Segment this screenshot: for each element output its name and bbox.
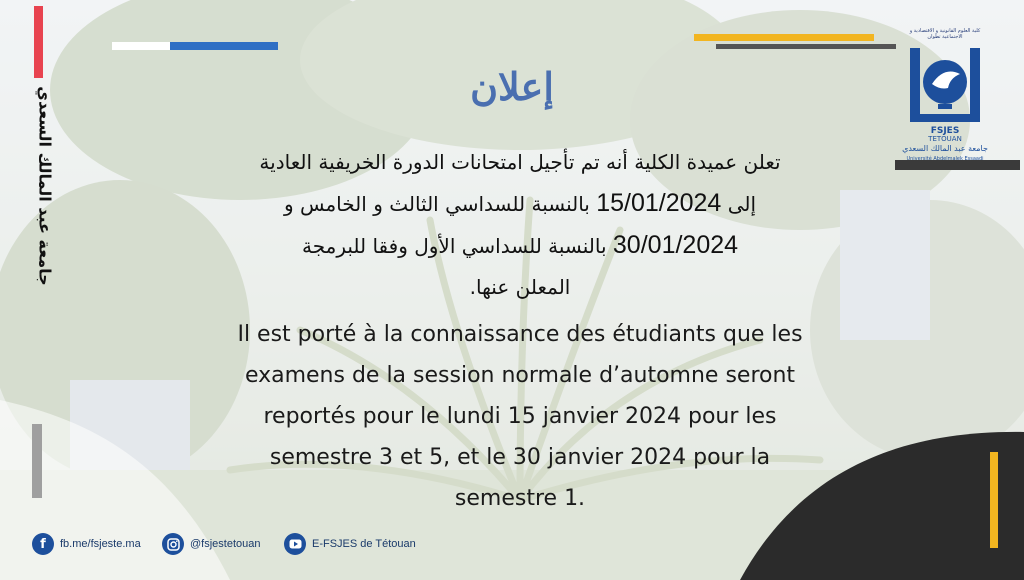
arabic-announcement — [150, 142, 890, 308]
arabic-line-3-post: بالنسبة للسداسي الأول وفقا للبرمجة — [301, 234, 613, 258]
arabic-line-3-date: 30/01/2024 — [612, 231, 739, 259]
university-vertical-text: جامعة عبد المالك السعدي — [35, 86, 55, 286]
facebook-link[interactable] — [32, 531, 141, 557]
instagram-label: @fsjestetouan — [190, 538, 261, 550]
arabic-line-4-text: المعلن عنها. — [469, 275, 571, 299]
youtube-label: E-FSJES de Tétouan — [312, 538, 416, 550]
french-line-1: Il est porté à la connaissance des étudiants que les — [237, 322, 803, 347]
arabic-line-2-date: 15/01/2024 — [596, 189, 722, 217]
french-line-2: examens de la session normale d’automne seront — [244, 363, 796, 388]
logo-university-arabic: جامعة عبد المالك السعدي — [902, 144, 988, 153]
youtube-link[interactable] — [284, 531, 416, 557]
french-announcement — [150, 314, 890, 519]
arabic-line-2 — [150, 183, 890, 225]
arabic-line-2-pre: إلى — [721, 192, 757, 216]
arabic-line-2-post: بالنسبة للسداسي الثالث و الخامس و — [283, 192, 597, 216]
instagram-link[interactable] — [162, 531, 261, 557]
logo-university-latin: Université Abdelmalek Essaadi — [906, 156, 984, 162]
facebook-icon: f — [32, 533, 54, 555]
logo-acronym: FSJES — [930, 126, 960, 136]
arabic-line-1-text: تعلن عميدة الكلية أنه تم تأجيل امتحانات الدورة الخريفية العادية — [259, 150, 781, 174]
announcement-title: إعلان — [470, 64, 554, 109]
facebook-label: fb.me/fsjeste.ma — [60, 538, 141, 550]
youtube-icon — [284, 533, 306, 555]
french-line-4: semestre 3 et 5, et le 30 janvier 2024 pour la — [269, 445, 771, 470]
french-line-3: reportés pour le lundi 15 janvier 2024 pour les — [263, 404, 777, 429]
french-line-5: semestre 1. — [454, 486, 586, 511]
arabic-line-1 — [150, 142, 890, 183]
instagram-icon — [162, 533, 184, 555]
logo-city: TETOUAN — [928, 135, 962, 143]
university-vertical-label — [20, 86, 70, 286]
arabic-line-3 — [150, 225, 890, 267]
logo-faculty-arabic: كلية العلوم القانونية و الاقتصادية و الاجتماعية تطوان — [909, 28, 981, 40]
arabic-line-4 — [150, 267, 890, 308]
